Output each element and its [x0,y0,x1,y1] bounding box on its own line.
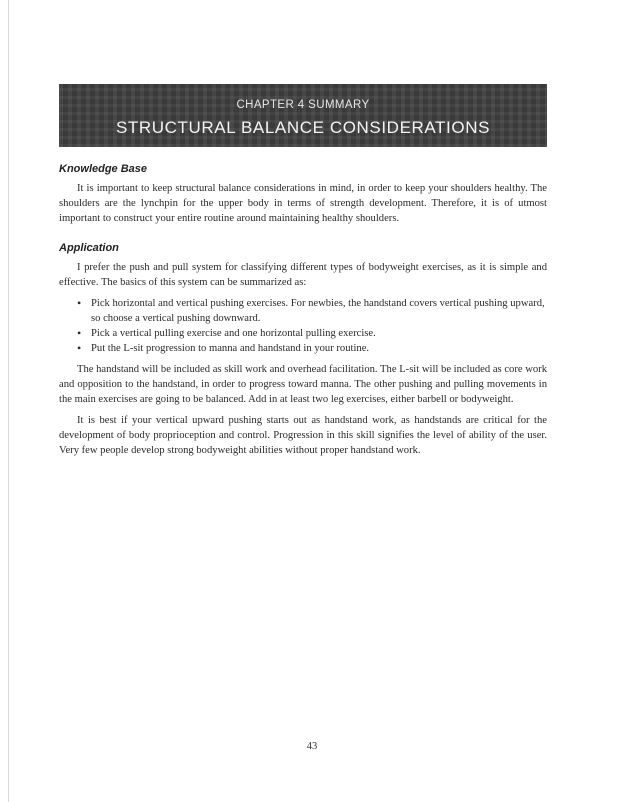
application-paragraph: It is best if your vertical upward pushing starts out as handstand work, as handstands are critical for the development of body proprioception and control. Progression in this skill signifies the level of ability of the user. Very few people develop strong bodyweight abilities without proper handstand work. [59,415,547,456]
page-number: 43 [306,741,318,752]
list-item: • Pick a vertical pulling exercise and one horizontal pulling exercise. [91,326,547,341]
list-item: • Pick horizontal and vertical pushing exercises. For newbies, the handstand covers vertical pushing upward, so choose a vertical pushing downward. [91,296,547,326]
section-heading-application: Application [59,242,119,254]
chapter-summary-banner [59,84,547,147]
knowledge-base-paragraph: It is important to keep structural balance considerations in mind, in order to keep your shoulders healthy. The shoulders are the lynchpin for the upper body in terms of strength development. Therefore, it is of utmost important to construct your entire routine around maintaining healthy shoulders. [59,183,547,224]
section-heading-knowledge-base: Knowledge Base [59,163,148,175]
page-edge [8,0,9,802]
application-intro-paragraph: I prefer the push and pull system for classifying different types of bodyweight exercises, as it is simple and effective. The basics of this system can be summarized as: [59,262,547,288]
application-paragraph: The handstand will be included as skill work and overhead facilitation. The L-sit will be included as core work and opposition to the handstand, in order to progress toward manna. The other pushing and pulling movements in the main exercises are going to be balanced. Add in at least two leg exercises, either barbell or bodyweight. [59,364,547,405]
chapter-summary-title: STRUCTURAL BALANCE CONSIDERATIONS [115,118,491,137]
list-item: • Put the L-sit progression to manna and handstand in your routine. [91,341,547,356]
bullet-list [59,296,547,356]
summary-content [59,162,547,464]
chapter-kicker: CHAPTER 4 SUMMARY [236,99,370,111]
